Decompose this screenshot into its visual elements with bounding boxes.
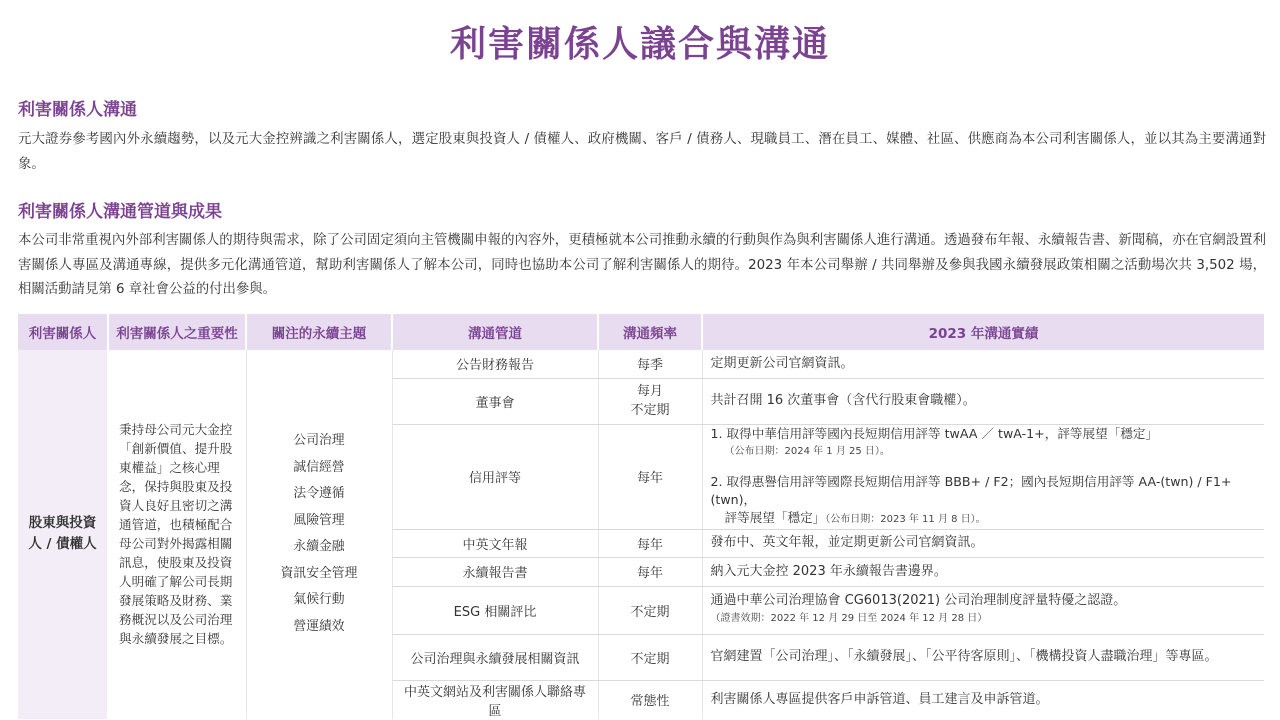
result-line: 2. 取得惠譽信用評等國際長短期信用評等 BBB+ / F2；國內長短期信用評等 AA-(twn) / F1+(twn)， [710,473,1232,507]
topics-cell [246,350,392,719]
result-line: 1. 取得中華信用評等國內長短期信用評等 twAA ／ twA-1+，評等展望「穩定」 [710,425,1159,441]
result-line-cont [711,509,1259,529]
frequency-cell: 不定期 [598,586,702,634]
channel-cell: 中英文網站及利害關係人聯絡專區 [392,680,598,719]
topic-item: 法令遵循 [293,486,345,502]
result-text: 評等展望「穩定」 [724,509,826,525]
topic-item: 風險管理 [293,512,345,528]
topic-item: 資訊安全管理 [280,565,358,581]
frequency-cell [598,378,702,424]
channel-cell: 信用評等 [392,424,598,529]
frequency-cell: 每季 [598,350,702,378]
header-channel: 溝通管道 [392,314,598,350]
section-body-communication: 元大證券參考國內外永續趨勢，以及元大金控辨識之利害關係人，選定股東與投資人 / 債權人、政府機關、客戶 / 債務人、現職員工、潛在員工、媒體、社區、供應商為本公司利害關係人，並以其為主要溝通對象。 [18,132,1266,172]
result-cell: 發布中、英文年報，並定期更新公司官網資訊。 [702,529,1264,557]
frequency-cell: 每年 [598,424,702,529]
result-note: （公布日期：2023 年 11 月 8 日）。 [825,513,986,525]
topic-item: 氣候行動 [293,592,345,608]
result-cell: 納入元大金控 2023 年永續報告書邊界。 [702,557,1264,586]
result-note: （證書效期：2022 年 12 月 29 日至 2024 年 12 月 28 日） [710,613,988,624]
header-topics: 關注的永續主題 [246,314,392,350]
channel-cell: ESG 相關評比 [392,586,598,634]
header-frequency: 溝通頻率 [598,314,702,350]
result-cell: 官網建置「公司治理」、「永續發展」、「公平待客原則」、「機構投資人盡職治理」等專區。 [702,634,1264,680]
table-header-row [18,314,1264,350]
channel-cell: 中英文年報 [392,529,598,557]
frequency-cell: 常態性 [598,680,702,719]
channel-cell: 董事會 [392,378,598,424]
frequency-cell: 不定期 [598,634,702,680]
frequency-cell: 每年 [598,557,702,586]
stakeholder-table [18,314,1264,719]
channel-cell: 公告財務報告 [392,350,598,378]
result-text: 通過中華公司治理協會 CG6013(2021) 公司治理制度評量特優之認證。 [710,593,1127,608]
frequency-cell: 每年 [598,529,702,557]
result-note: （公布日期：2024 年 1 月 25 日）。 [724,445,890,457]
result-cell: 利害關係人專區提供客戶申訴管道、員工建言及申訴管道。 [710,691,1049,707]
section-body-channels: 本公司非常重視內外部利害關係人的期待與需求，除了公司固定須向主管機關申報的內容外，更積極就本公司推動永續的行動與作為與利害關係人進行溝通。透過發布年報、永續報告書、新聞稿，亦在官網設置利害關係人專區及溝通專線，提供多元化溝通管道，幫助利害關係人了解本公司，同時也協助本公司了解利害關係人的期待。2023 年本公司舉辦 / 共同舉辦及參與我國永續發展政策相關之活動場次共 3,502 場，相關活動請見第 6 章社會公益的付出參與。 [18,233,1266,297]
topic-item: 營運績效 [293,618,345,634]
header-results: 2023 年溝通實績 [702,314,1264,350]
importance-cell: 秉持母公司元大金控「創新價值、提升股東權益」之核心理念，保持與股東及投資人良好且密切之溝通管道，也積極配合母公司對外揭露相關訊息，使股東及投資人明確了解公司長期發展策略及財務、業務概況以及公司治理與永續發展之目標。 [108,350,246,719]
topic-item: 永續金融 [293,539,345,555]
topic-item: 公司治理 [293,433,345,449]
section-title-channels: 利害關係人溝通管道與成果 [18,202,222,222]
header-stakeholder: 利害關係人 [18,314,108,350]
topic-item: 誠信經營 [293,459,345,475]
result-cell [702,424,1264,529]
channel-cell: 公司治理與永續發展相關資訊 [392,634,598,680]
stakeholder-cell: 股東與投資人 / 債權人 [18,350,108,719]
result-cell: 共計召開 16 次董事會（含代行股東會職權）。 [702,378,1264,424]
section-title-communication: 利害關係人溝通 [18,100,137,120]
channel-cell: 永續報告書 [392,557,598,586]
frequency-text: 每月 [636,384,663,399]
page-title: 利害關係人議合與溝通 [449,24,830,65]
header-importance: 利害關係人之重要性 [108,314,246,350]
table-row [18,350,1264,378]
result-cell: 定期更新公司官網資訊。 [702,350,1264,378]
result-cell [702,586,1264,634]
frequency-text: 不定期 [630,403,670,418]
